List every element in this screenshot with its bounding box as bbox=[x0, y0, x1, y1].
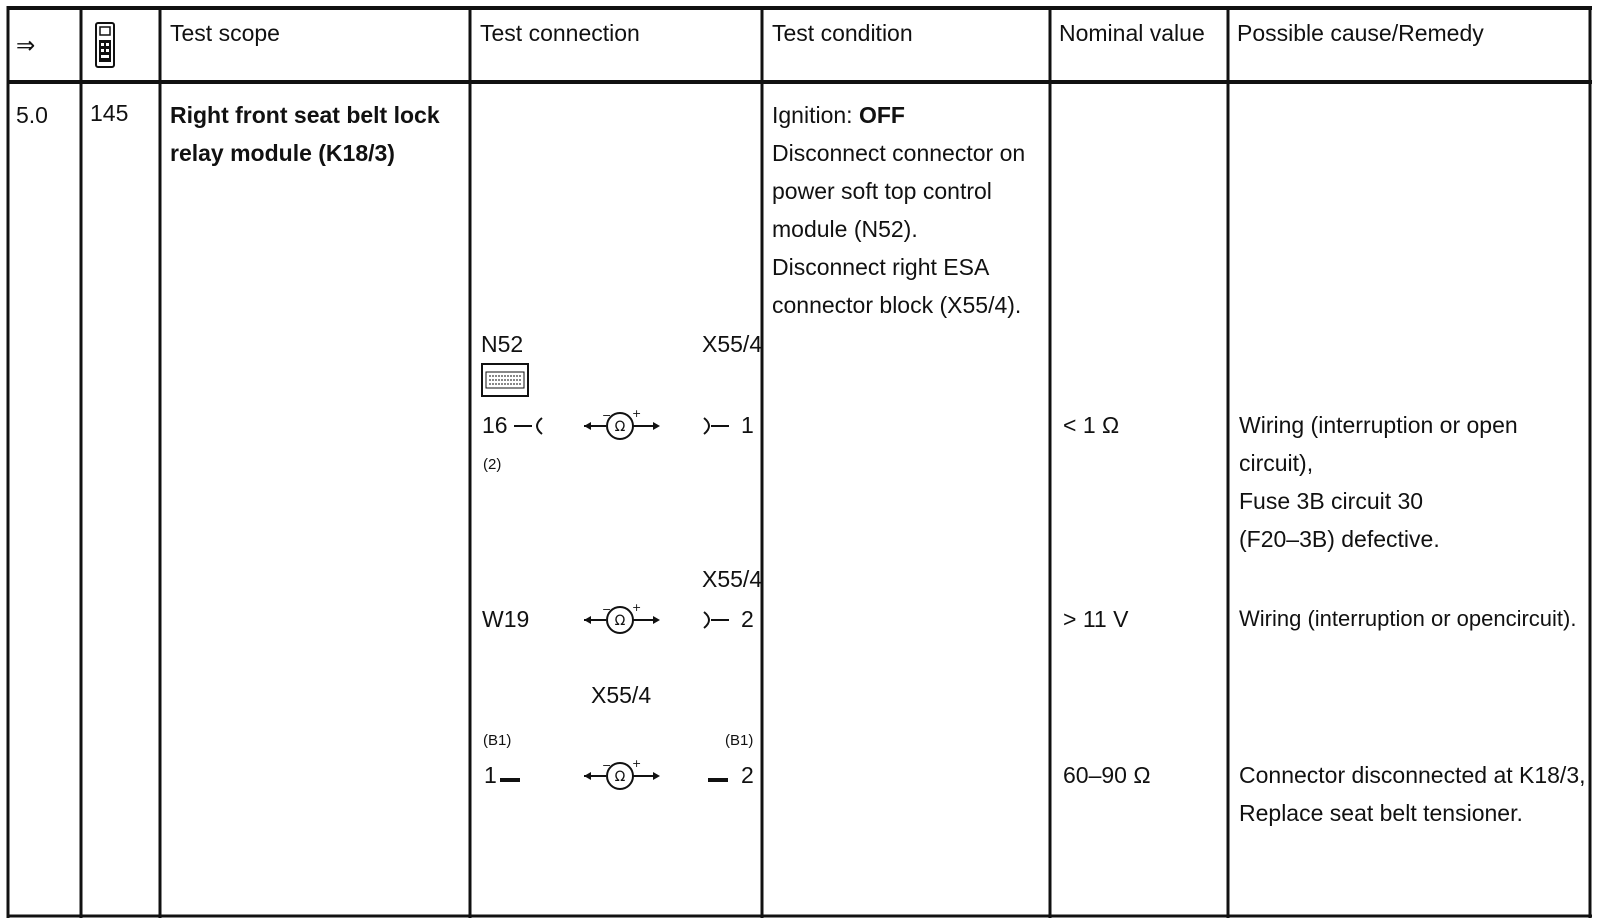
plug-connector-icon bbox=[701, 414, 731, 438]
ohmmeter-icon bbox=[582, 404, 662, 444]
header-possible-cause: Possible cause/Remedy bbox=[1237, 20, 1484, 46]
svg-text:−: − bbox=[602, 603, 612, 616]
ohmmeter-icon bbox=[582, 754, 662, 794]
condition-line-4: Disconnect right ESA bbox=[772, 254, 990, 280]
test-code: 145 bbox=[90, 100, 129, 126]
test3-right-note: (B1) bbox=[725, 732, 754, 749]
condition-line-3: module (N52). bbox=[772, 216, 918, 242]
test3-center-component: X55/4 bbox=[591, 682, 652, 708]
nominal-value-3: 60–90 Ω bbox=[1063, 762, 1151, 788]
pin-terminal-icon bbox=[706, 768, 732, 788]
step-number: 5.0 bbox=[16, 102, 48, 128]
condition-line-1: Disconnect connector on bbox=[772, 140, 1026, 166]
nominal-value-2: > 11 V bbox=[1063, 606, 1129, 632]
svg-text:−: − bbox=[602, 759, 612, 772]
ohmmeter-icon bbox=[582, 598, 662, 638]
header-test-connection: Test connection bbox=[480, 20, 640, 46]
test2-right-pin: 2 bbox=[741, 606, 754, 632]
condition-line-5: connector block (X55/4). bbox=[772, 292, 1022, 318]
condition-line-2: power soft top control bbox=[772, 178, 992, 204]
svg-text:+: + bbox=[632, 407, 642, 420]
remedy-1-line-1: Wiring (interruption or open bbox=[1239, 412, 1518, 438]
tester-device-icon bbox=[93, 20, 117, 70]
svg-text:Ω: Ω bbox=[614, 419, 626, 435]
remedy-1-line-4: (F20–3B) defective. bbox=[1239, 526, 1440, 552]
remedy-1-line-2: circuit), bbox=[1239, 450, 1314, 476]
pin-terminal-icon bbox=[498, 768, 524, 788]
test1-left-pin: 16 bbox=[482, 412, 508, 438]
test3-left-note: (B1) bbox=[483, 732, 512, 749]
remedy-3-line-1: Connector disconnected at K18/3, bbox=[1239, 762, 1586, 788]
socket-connector-icon bbox=[512, 414, 546, 438]
svg-text:+: + bbox=[632, 757, 642, 770]
test2-left-pin: W19 bbox=[482, 606, 530, 632]
test-scope-line-1: Right front seat belt lock bbox=[170, 102, 440, 128]
remedy-3-line-2: Replace seat belt tensioner. bbox=[1239, 800, 1523, 826]
test3-right-pin: 2 bbox=[741, 762, 754, 788]
arrow-header: ⇒ bbox=[16, 32, 36, 58]
remedy-2-line-1: Wiring (interruption or opencircuit). bbox=[1239, 606, 1577, 631]
test3-left-pin: 1 bbox=[484, 762, 497, 788]
svg-text:Ω: Ω bbox=[614, 769, 626, 785]
condition-ignition: Ignition: OFF bbox=[772, 102, 905, 128]
svg-text:−: − bbox=[602, 409, 612, 422]
test1-right-component: X55/4 bbox=[702, 331, 763, 357]
svg-text:+: + bbox=[632, 601, 642, 614]
test1-note: (2) bbox=[483, 456, 502, 473]
test1-right-pin: 1 bbox=[741, 412, 754, 438]
header-test-condition: Test condition bbox=[772, 20, 913, 46]
header-nominal-value: Nominal value bbox=[1059, 20, 1205, 46]
test-scope-line-2: relay module (K18/3) bbox=[170, 140, 395, 166]
plug-connector-icon bbox=[701, 608, 731, 632]
control-module-icon bbox=[480, 362, 530, 398]
svg-text:Ω: Ω bbox=[614, 613, 626, 629]
test1-left-component: N52 bbox=[481, 331, 524, 357]
nominal-value-1: < 1 Ω bbox=[1063, 412, 1120, 438]
header-test-scope: Test scope bbox=[170, 20, 280, 46]
test2-right-component: X55/4 bbox=[702, 566, 763, 592]
remedy-1-line-3: Fuse 3B circuit 30 bbox=[1239, 488, 1424, 514]
